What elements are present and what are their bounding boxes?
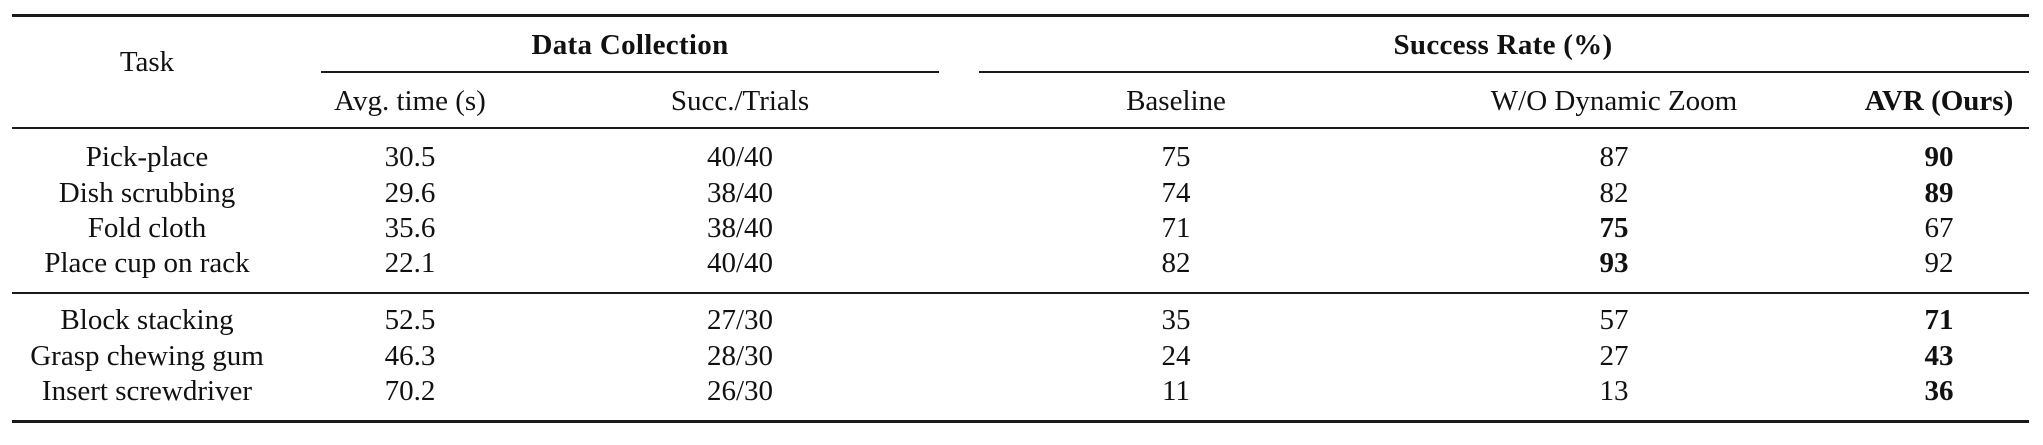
cell-task: Insert screwdriver bbox=[41, 375, 253, 407]
cell-task: Place cup on rack bbox=[44, 247, 250, 279]
cell-avr-ours: 36 bbox=[1924, 375, 1954, 407]
cell-succ-trials: 40/40 bbox=[706, 247, 774, 279]
cell-avr-ours: 90 bbox=[1924, 141, 1954, 173]
header-avg-time: Avg. time (s) bbox=[334, 85, 486, 117]
top-rule bbox=[12, 14, 2029, 17]
cell-task: Grasp chewing gum bbox=[30, 340, 264, 372]
cell-baseline: 35 bbox=[1161, 304, 1191, 336]
cell-baseline: 74 bbox=[1161, 177, 1191, 209]
cell-avr-ours: 89 bbox=[1924, 177, 1954, 209]
header-success-rate: Success Rate (%) bbox=[1393, 29, 1613, 61]
header-data-collection: Data Collection bbox=[531, 29, 729, 61]
cell-succ-trials: 40/40 bbox=[706, 141, 774, 173]
cell-avg-time: 46.3 bbox=[384, 340, 436, 372]
header-rule bbox=[12, 127, 2029, 129]
header-task: Task bbox=[119, 46, 175, 78]
cell-baseline: 11 bbox=[1162, 375, 1190, 407]
cell-task: Block stacking bbox=[60, 304, 234, 336]
cell-avg-time: 22.1 bbox=[384, 247, 436, 279]
group-separator-rule bbox=[12, 292, 2029, 294]
header-succ-trials: Succ./Trials bbox=[670, 85, 810, 117]
cell-baseline: 71 bbox=[1161, 212, 1191, 244]
header-baseline: Baseline bbox=[1126, 85, 1226, 117]
cell-succ-trials: 38/40 bbox=[706, 212, 774, 244]
cell-avg-time: 30.5 bbox=[384, 141, 436, 173]
cell-baseline: 24 bbox=[1161, 340, 1191, 372]
data-collection-underline bbox=[321, 71, 939, 73]
header-wo-dynamic-zoom: W/O Dynamic Zoom bbox=[1490, 85, 1738, 117]
cell-baseline: 82 bbox=[1161, 247, 1191, 279]
cell-succ-trials: 26/30 bbox=[706, 375, 774, 407]
cell-wo-dynamic-zoom: 82 bbox=[1599, 177, 1629, 209]
header-avr-ours: AVR (Ours) bbox=[1864, 85, 2014, 117]
cell-avg-time: 35.6 bbox=[384, 212, 436, 244]
cell-wo-dynamic-zoom: 93 bbox=[1599, 247, 1629, 279]
cell-wo-dynamic-zoom: 13 bbox=[1599, 375, 1629, 407]
cell-succ-trials: 28/30 bbox=[706, 340, 774, 372]
cell-task: Fold cloth bbox=[87, 212, 207, 244]
bottom-rule bbox=[12, 420, 2029, 423]
cell-task: Dish scrubbing bbox=[58, 177, 236, 209]
cell-avr-ours: 67 bbox=[1924, 212, 1954, 244]
cell-wo-dynamic-zoom: 57 bbox=[1599, 304, 1629, 336]
cell-succ-trials: 27/30 bbox=[706, 304, 774, 336]
cell-wo-dynamic-zoom: 87 bbox=[1599, 141, 1629, 173]
cell-succ-trials: 38/40 bbox=[706, 177, 774, 209]
cell-avr-ours: 92 bbox=[1924, 247, 1954, 279]
success-rate-underline bbox=[979, 71, 2029, 73]
cell-avr-ours: 71 bbox=[1924, 304, 1954, 336]
cell-avg-time: 70.2 bbox=[384, 375, 436, 407]
cell-task: Pick-place bbox=[85, 141, 209, 173]
cell-avg-time: 29.6 bbox=[384, 177, 436, 209]
cell-wo-dynamic-zoom: 27 bbox=[1599, 340, 1629, 372]
cell-baseline: 75 bbox=[1161, 141, 1191, 173]
cell-avg-time: 52.5 bbox=[384, 304, 436, 336]
cell-avr-ours: 43 bbox=[1924, 340, 1954, 372]
cell-wo-dynamic-zoom: 75 bbox=[1599, 212, 1629, 244]
